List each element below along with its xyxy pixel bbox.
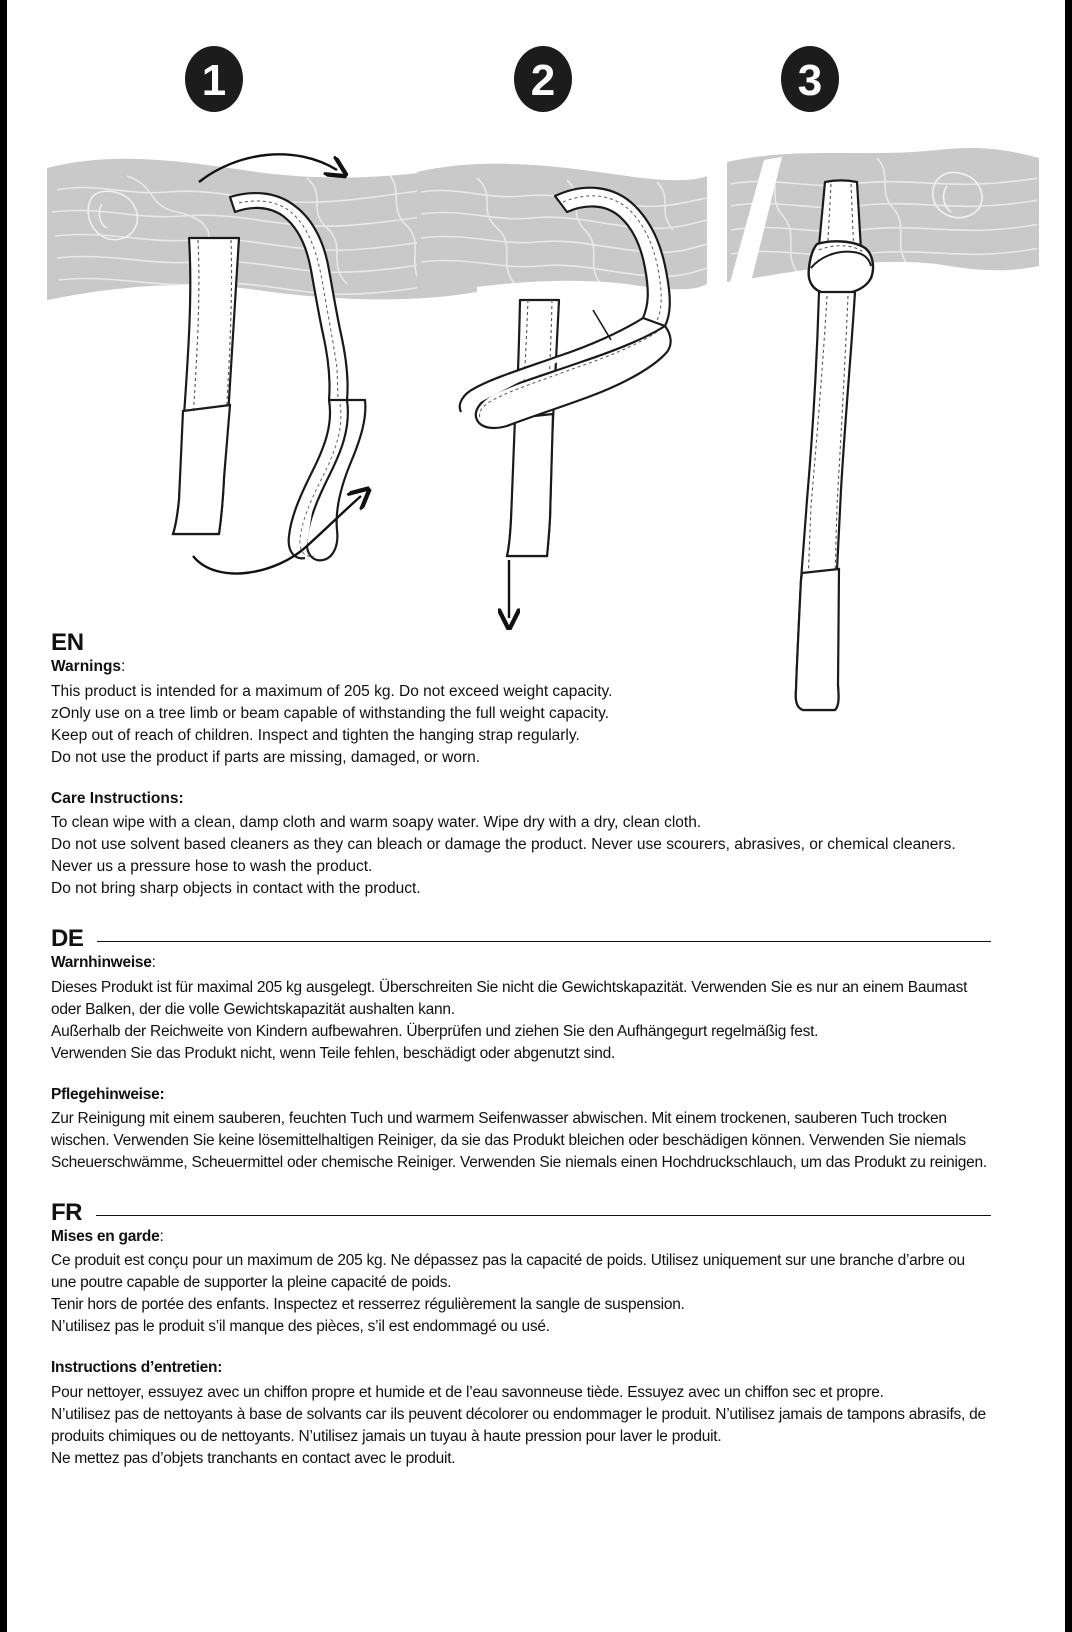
warnings-body-de [51,977,991,1065]
care-line-fr-3: Ne mettez pas d’objets tranchants en contact avec le produit. [51,1449,456,1467]
care-line-en-2: Do not use solvent based cleaners as they can bleach or damage the product. Never use scourers, abrasives, or chemical cleaners. Never us a pressure hose to wash the product. [51,835,956,875]
language-section-fr [51,1200,991,1470]
warnings-heading-en-text: Warnings [51,658,122,676]
step-1-illustration [47,154,477,573]
care-heading-fr: Instructions d’entretien: [51,1359,223,1377]
care-line-de-1: Zur Reinigung mit einem sauberen, feuchten Tuch und warmem Seifenwasser abwischen. Mit einem trockenen, sauberen Tuch trocken wischen. Verwenden Sie keine lösemittelhaltigen Reiniger, da sie das Produkt bleichen oder beschädigen können. Verwenden Sie niemals Scheuerschwämme, Scheuermittel oder chemische Reiniger. Verwenden Sie niemals einen Hochdruckschlauch, um das Produkt zu reinigen. [51,1109,987,1171]
language-heading-fr [51,1200,991,1225]
step-badge-1-number: 1 [201,56,227,105]
step-badge-1 [185,46,243,112]
language-rule-de [97,941,991,942]
warnings-body-en [51,681,991,769]
language-section-de [51,926,991,1174]
instruction-illustrations [7,0,1072,730]
care-line-fr-2: N’utilisez pas de nettoyants à base de solvants car ils peuvent décolorer ou endommager le produit. N’utilisez jamais de tampons abrasifs, de produits chimiques ou de nettoyants. N’utilisez jamais un tuyau à haute pression pour laver le produit. [51,1405,986,1445]
language-code-fr: FR [51,1198,82,1226]
care-body-de [51,1108,991,1174]
strap-cuff-1 [173,405,230,534]
warnings-line-fr-2: Tenir hors de portée des enfants. Inspectez et resserrez régulièrement la sangle de suspension. [51,1296,685,1314]
warnings-line-en-3: Keep out of reach of children. Inspect and tighten the hanging strap regularly. [51,726,580,744]
spacer-fr [51,1338,991,1357]
warnings-heading-de-colon: : [151,954,156,972]
knot-collar-3 [809,241,873,294]
tree-branch-3 [727,148,1039,290]
step-badge-2-number: 2 [530,56,556,105]
warnings-heading-fr-text: Mises en garde [51,1228,160,1246]
care-body-en [51,812,991,900]
warnings-heading-fr-colon: : [159,1228,164,1246]
language-code-de: DE [51,924,84,952]
step-badge-2 [514,46,572,112]
care-line-en-1: To clean wipe with a clean, damp cloth and warm soapy water. Wipe dry with a dry, clean cloth. [51,813,702,831]
warnings-heading-fr [51,1226,991,1247]
step-badge-3-number: 3 [797,56,823,105]
warnings-heading-de-text: Warnhinweise [51,954,152,972]
warnings-line-fr-1: Ce produit est conçu pour un maximum de 205 kg. Ne dépassez pas la capacité de poids. Utilisez uniquement sur une branche d’arbre ou une poutre capable de supporter la pleine capacité de poids. [51,1252,965,1292]
care-heading-en: Care Instructions: [51,789,184,807]
warnings-body-fr [51,1250,991,1338]
language-section-en [51,630,991,900]
spacer-de [51,1065,991,1084]
step-3-illustration [727,148,1039,710]
strap-cuff-2 [507,414,553,556]
care-line-fr-1: Pour nettoyer, essuyez avec un chiffon propre et humide et de l’eau savonneuse tiède. Essuyez avec un chiffon sec et propre. [51,1383,884,1401]
warnings-line-en-2: zOnly use on a tree limb or beam capable of withstanding the full weight capacity. [51,704,610,722]
strap-wrap-2 [460,318,671,428]
warnings-line-de-2: Außerhalb der Reichweite von Kindern aufbewahren. Überprüfen und ziehen Sie den Aufhängegurt regelmäßig fest. [51,1022,819,1040]
care-heading-de: Pflegehinweise: [51,1085,165,1103]
warnings-line-de-3: Verwenden Sie das Produkt nicht, wenn Teile fehlen, beschädigt oder abgenutzt sind. [51,1044,616,1062]
care-line-en-3: Do not bring sharp objects in contact with the product. [51,879,421,897]
care-body-fr [51,1382,991,1470]
language-code-en: EN [51,629,84,656]
warnings-heading-en [51,656,991,677]
language-rule-fr [96,1215,991,1216]
step-badge-3 [781,46,839,112]
spacer-en [51,769,991,788]
warnings-line-en-1: This product is intended for a maximum of 205 kg. Do not exceed weight capacity. [51,682,613,700]
step-2-illustration [417,164,707,618]
warnings-line-de-1: Dieses Produkt ist für maximal 205 kg ausgelegt. Überschreiten Sie nicht die Gewichtskapazität. Verwenden Sie es nur an einem Baumast oder Balken, der die volle Gewichtskapazität aushalten kann. [51,978,968,1018]
warnings-line-fr-3: N’utilisez pas le produit s’il manque des pièces, s’il est endommagé ou usé. [51,1318,550,1336]
warnings-heading-en-colon: : [121,658,126,676]
language-heading-en [51,630,991,655]
tree-branch-1 [47,159,477,300]
strap-fold-crease-2 [593,310,611,340]
instructions-content [51,630,991,1474]
warnings-heading-de [51,952,991,973]
warnings-line-en-4: Do not use the product if parts are missing, damaged, or worn. [51,748,481,766]
language-heading-de [51,926,991,951]
